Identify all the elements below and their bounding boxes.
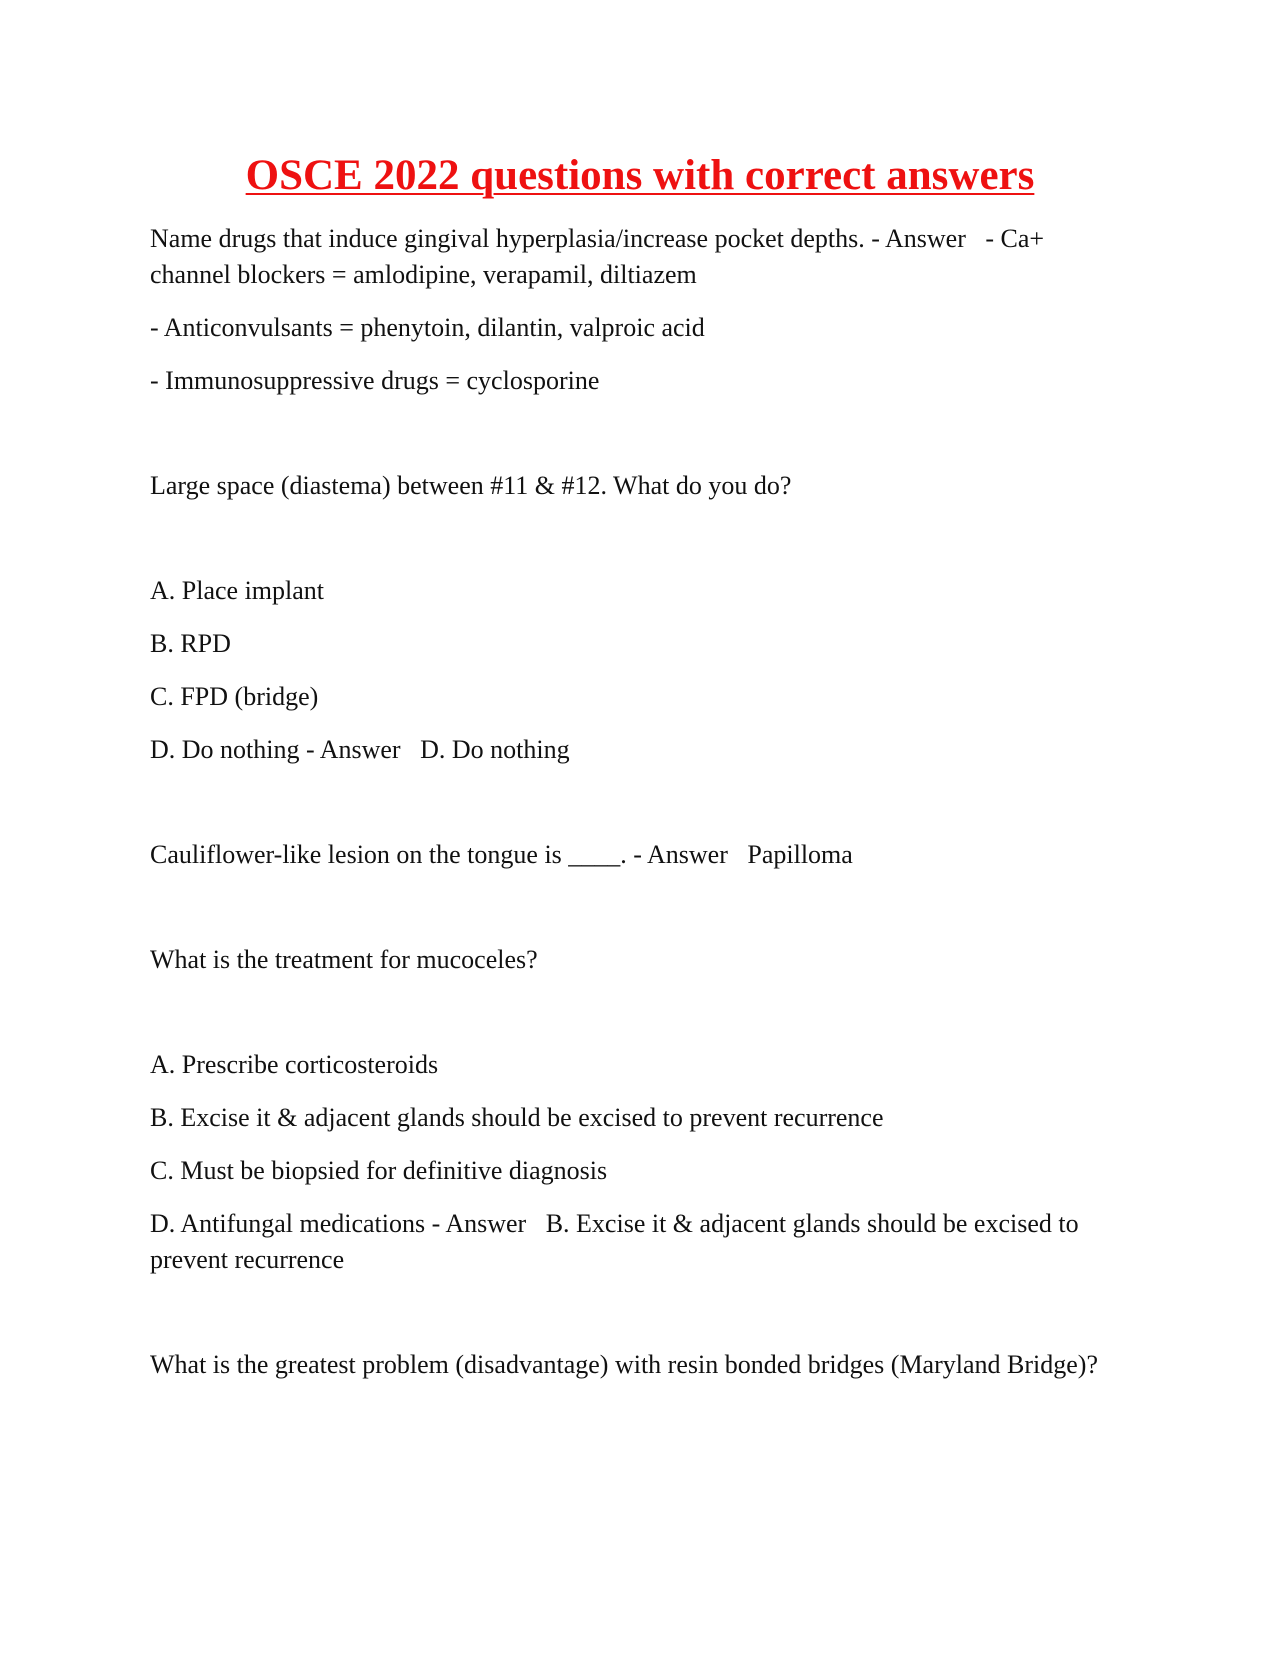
q1-answer-line-3: - Immunosuppressive drugs = cyclosporine: [150, 366, 600, 395]
document-body: [150, 221, 1100, 1400]
spacer: [150, 995, 1100, 1047]
q2-question: Large space (diastema) between #11 & #12. What do you do?: [150, 471, 792, 500]
spacer: [150, 890, 1100, 942]
spacer: [150, 785, 1100, 837]
q2-option-a: A. Place implant: [150, 576, 325, 605]
q4-option-d-answer: D. Antifungal medications - Answer B. Excise it & adjacent glands should be excised to prevent recurrence: [150, 1209, 1086, 1274]
spacer: [150, 521, 1100, 573]
spacer: [150, 416, 1100, 468]
q5-question: What is the greatest problem (disadvantage) with resin bonded bridges (Maryland Bridge)?: [150, 1350, 1098, 1379]
q4-option-a: A. Prescribe corticosteroids: [150, 1050, 439, 1079]
q1-answer-line-2: - Anticonvulsants = phenytoin, dilantin, valproic acid: [150, 313, 705, 342]
q4-option-b: B. Excise it & adjacent glands should be excised to prevent recurrence: [150, 1103, 884, 1132]
q2-option-d-answer: D. Do nothing - Answer D. Do nothing: [150, 735, 570, 764]
q2-option-c: C. FPD (bridge): [150, 682, 319, 711]
q3-question-answer: Cauliflower-like lesion on the tongue is ____. - Answer Papilloma: [150, 840, 853, 869]
q4-question: What is the treatment for mucoceles?: [150, 945, 538, 974]
document-title: OSCE 2022 questions with correct answers: [245, 152, 1035, 199]
q4-option-c: C. Must be biopsied for definitive diagnosis: [150, 1156, 608, 1185]
q1-question: Name drugs that induce gingival hyperplasia/increase pocket depths. - Answer - Ca+ channel blockers = amlodipine, verapamil, diltiazem: [150, 224, 1051, 289]
q2-option-b: B. RPD: [150, 629, 231, 658]
spacer: [150, 1295, 1100, 1347]
